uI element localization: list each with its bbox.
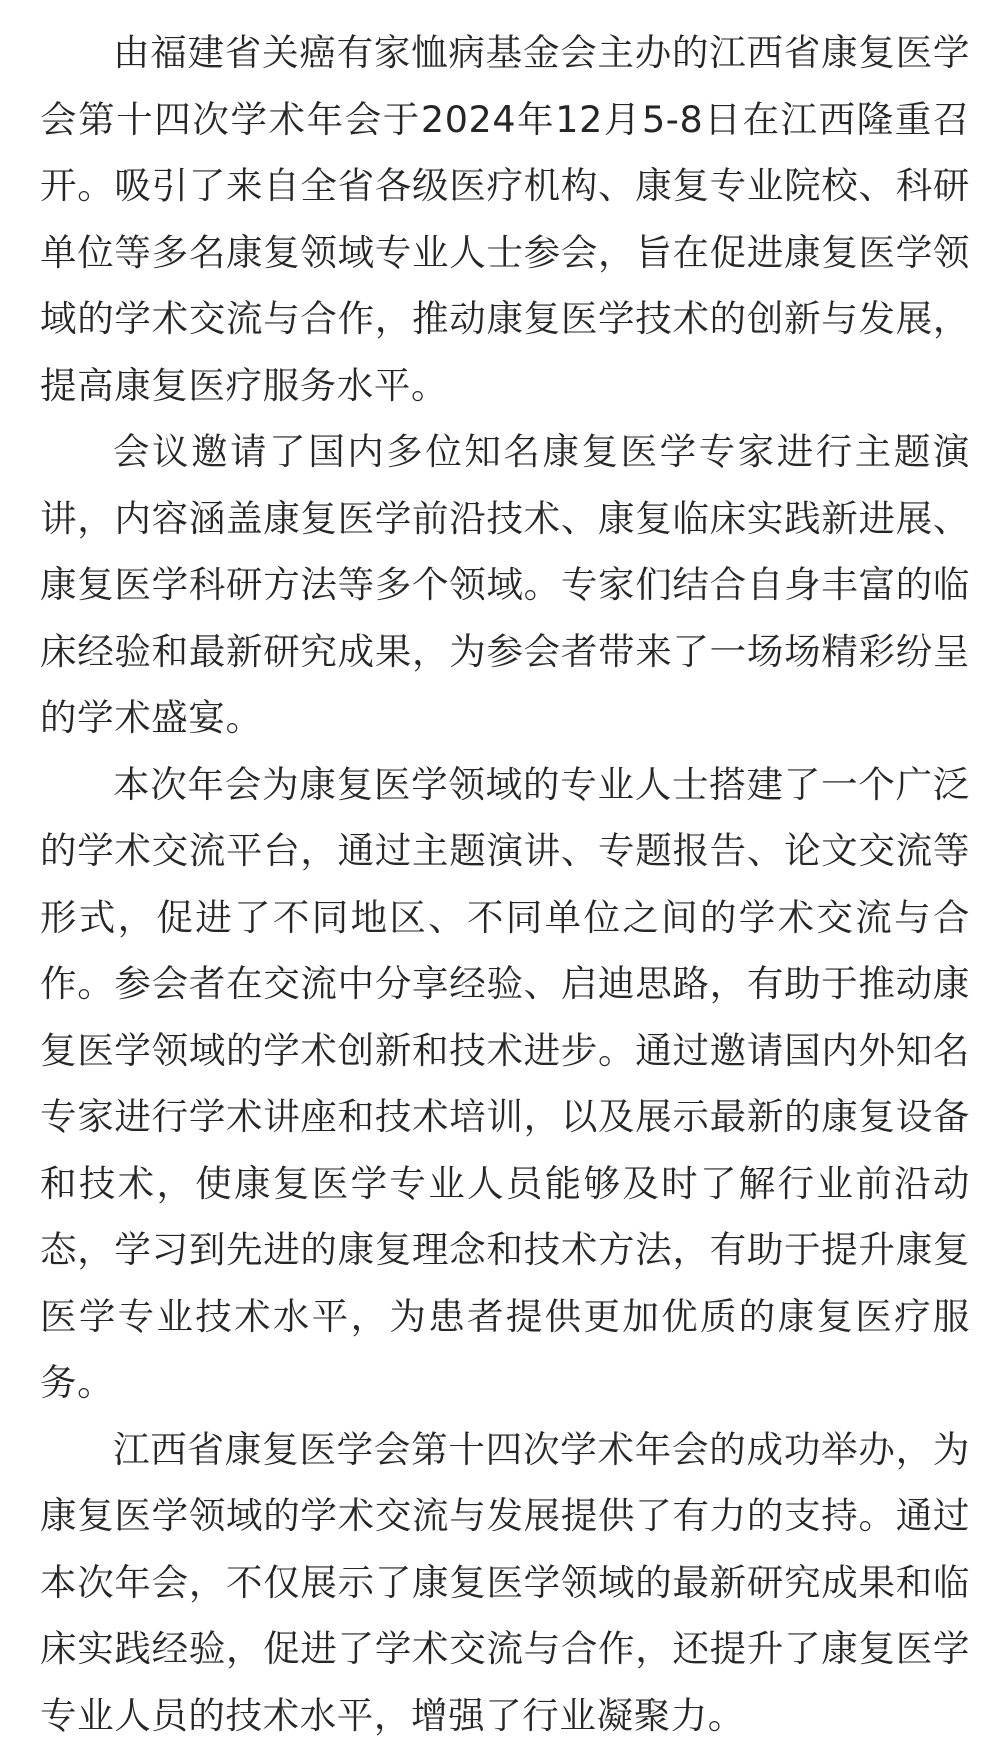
paragraph-speakers: 会议邀请了国内多位知名康复医学专家进行主题演讲，内容涵盖康复医学前沿技术、康复临床实践新进展、康复医学科研方法等多个领域。专家们结合自身丰富的临床经验和最新研究成果，为参会者带来了一场场精彩纷呈的学术盛宴。: [40, 430, 970, 739]
paragraph-platform: 本次年会为康复医学领域的专业人士搭建了一个广泛的学术交流平台，通过主题演讲、专题报告、论文交流等形式，促进了不同地区、不同单位之间的学术交流与合作。参会者在交流中分享经验、启迪思路，有助于推动康复医学领域的学术创新和技术进步。通过邀请国内外知名专家进行学术讲座和技术培训，以及展示最新的康复设备和技术，使康复医学专业人员能够及时了解行业前沿动态，学习到先进的康复理念和技术方法，有助于提升康复医学专业技术水平，为患者提供更加优质的康复医疗服务。: [40, 762, 970, 1404]
article-body: [40, 20, 970, 1749]
paragraph-intro: 由福建省关癌有家恤病基金会主办的江西省康复医学会第十四次学术年会于2024年12月5-8日在江西隆重召开。吸引了来自全省各级医疗机构、康复专业院校、科研单位等多名康复领域专业人士参会，旨在促进康复医学领域的学术交流与合作，推动康复医学技术的创新与发展，提高康复医疗服务水平。: [40, 31, 970, 407]
paragraph-conclusion: 江西省康复医学会第十四次学术年会的成功举办，为康复医学领域的学术交流与发展提供了有力的支持。通过本次年会，不仅展示了康复医学领域的最新研究成果和临床实践经验，促进了学术交流与合作，还提升了康复医学专业人员的技术水平，增强了行业凝聚力。: [40, 1427, 970, 1737]
